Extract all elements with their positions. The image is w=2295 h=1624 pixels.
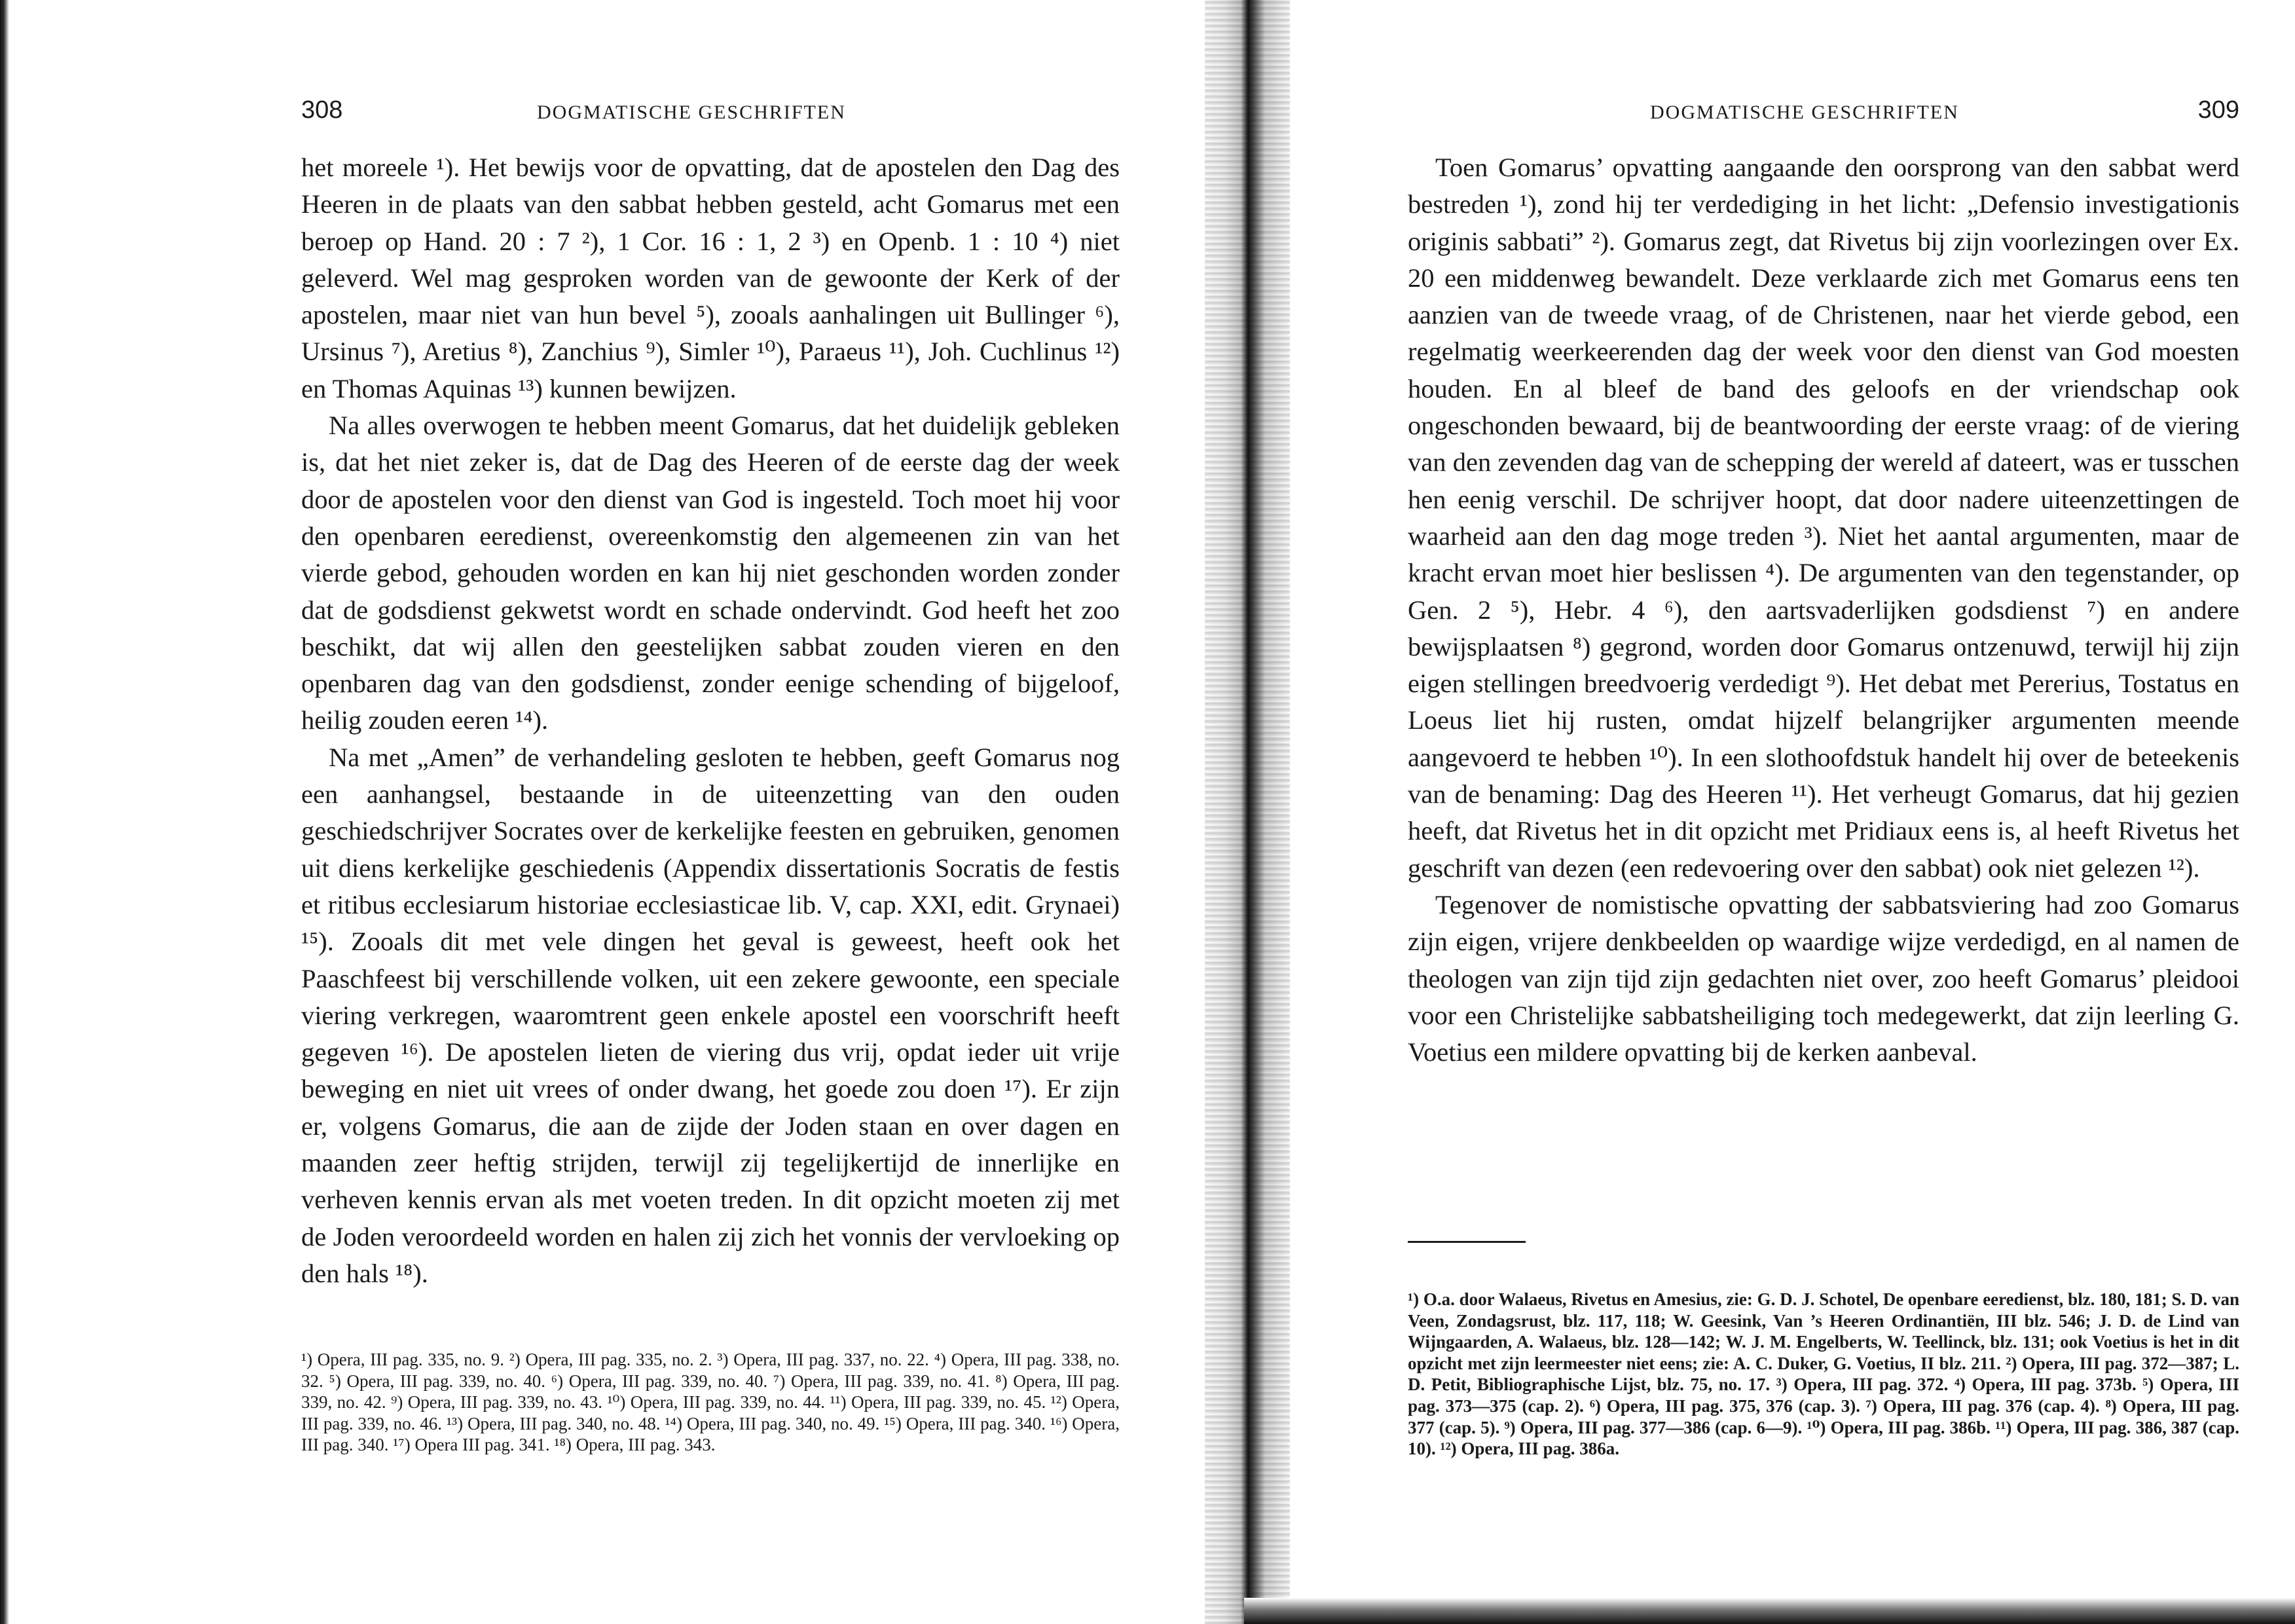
body-text: [301, 149, 1120, 1292]
running-head-title: DOGMATISCHE GESCHRIFTEN: [1650, 101, 1959, 123]
running-head: [288, 90, 1120, 130]
footnotes: [1408, 1280, 2239, 1460]
running-head-title: DOGMATISCHE GESCHRIFTEN: [537, 101, 846, 123]
page-number: 309: [2197, 96, 2239, 124]
footnote-separator-rule: [1408, 1241, 1526, 1243]
paragraph: Na met „Amen” de verhandeling gesloten te hebben, geeft Gomarus nog een aanhangsel, bestaande in de uiteenzetting van den ouden geschiedschrijver Socrates over de kerkelijke feesten en gebruiken, genomen uit diens kerkelijke geschiedenis (Appendix dissertationis Socratis de festis et ritibus ecclesiarum historiae ecclesiasticae lib. V, cap. XXI, edit. Grynaei) ¹⁵). Zooals dit met vele dingen het geval is geweest, heeft ook het Paaschfeest bij verschillende volken, uit een zekere gewoonte, een speciale viering verkregen, waaromtrent geen enkele apostel een voorschrift heeft gegeven ¹⁶). De apostelen lieten de viering dus vrij, opdat ieder uit vrije beweging en niet uit vrees of onder dwang, het goede zou doen ¹⁷). Er zijn er, volgens Gomarus, die aan de zijde der Joden staan en over dagen en maanden zeer heftig strijden, terwijl zij tegelijkertijd de innerlijke en verheven kennis ervan als met voeten treden. In dit opzicht moeten zij met de Joden veroordeeld worden en halen zij zich het vonnis der vervloeking op den hals ¹⁸).: [301, 742, 1120, 1288]
paragraph: Na alles overwogen te hebben meent Gomarus, dat het duidelijk gebleken is, dat het niet zeker is, dat de Dag des Heeren of de eerste dag der week door de apostelen voor den dienst van God is ingesteld. Toch moet hij voor den openbaren eeredienst, overeenkomstig den algemeenen zin van het vierde gebod, gehouden worden en kan hij niet geschonden worden zonder dat de godsdienst gekwetst wordt en schade ondervindt. God heeft het zoo beschikt, dat wij allen den geestelijken sabbat zouden vieren en den openbaren dag van den godsdienst, zonder eenige schending of bijgeloof, heilig zouden eeren ¹⁴).: [301, 411, 1120, 735]
scan-left-edge: [0, 0, 9, 1624]
paragraph: het moreele ¹). Het bewijs voor de opvatting, dat de apostelen den Dag des Heeren in de plaats van den sabbat hebben gesteld, acht Gomarus met een beroep op Hand. 20 : 7 ²), 1 Cor. 16 : 1, 2 ³) en Openb. 1 : 10 ⁴) niet geleverd. Wel mag gesproken worden van de gewoonte der Kerk of der apostelen, maar niet van hun bevel ⁵), zooals aanhalingen uit Bullinger ⁶), Ursinus ⁷), Aretius ⁸), Zanchius ⁹), Simler ¹⁰), Paraeus ¹¹), Joh. Cuchlinus ¹²) en Thomas Aquinas ¹³) kunnen bewijzen.: [301, 153, 1120, 403]
right-page: [1408, 0, 2239, 1624]
body-text: [1408, 149, 2239, 1071]
footnote-text: ¹) Opera, III pag. 335, no. 9. ²) Opera, III pag. 335, no. 2. ³) Opera, III pag. 337, no. 22. ⁴) Opera, III pag. 338, no. 32. ⁵) Opera, III pag. 339, no. 40. ⁶) Opera, III pag. 339, no. 40. ⁷) Opera, III pag. 339, no. 41. ⁸) Opera, III pag. 339, no. 42. ⁹) Opera, III pag. 339, no. 43. ¹⁰) Opera, III pag. 339, no. 44. ¹¹) Opera, III pag. 339, no. 45. ¹²) Opera, III pag. 339, no. 46. ¹³) Opera, III pag. 340, no. 48. ¹⁴) Opera, III pag. 340, no. 49. ¹⁵) Opera, III pag. 340. ¹⁶) Opera, III pag. 340. ¹⁷) Opera III pag. 341. ¹⁸) Opera, III pag. 343.: [301, 1350, 1120, 1455]
running-head: [1408, 90, 2239, 130]
left-page: [288, 0, 1120, 1624]
paragraph: Toen Gomarus’ opvatting aangaande den oorsprong van den sabbat werd bestreden ¹), zond hij ter verdediging in het licht: „Defensio investigationis originis sabbati” ²). Gomarus zegt, dat Rivetus bij zijn voorlezingen over Ex. 20 een middenweg bewandelt. Deze verklaarde zich met Gomarus eens ten aanzien van de tweede vraag, of de Christenen, naar het vierde gebod, een regelmatig weerkeerenden dag der week voor den dienst van God moesten houden. En al bleef de band des geloofs en der vriendschap ook ongeschonden bewaard, bij de beantwoording der eerste vraag: of de viering van den zevenden dag van de schepping der wereld af dateert, was er tusschen hen eenig verschil. De schrijver hoopt, dat door nadere uiteenzettingen de waarheid aan den dag moge treden ³). Niet het aantal argumenten, maar de kracht ervan moet hier beslissen ⁴). De argumenten van den tegenstander, op Gen. 2 ⁵), Hebr. 4 ⁶), den aartsvaderlijken godsdienst ⁷) en andere bewijsplaatsen ⁸) gegrond, worden door Gomarus ontzenuwd, terwijl hij zijn eigen stellingen breedvoerig verdedigt ⁹). Het debat met Pererius, Tostatus en Loeus liet hij rusten, omdat hijzelf belangrijker argumenten meende aangevoerd te hebben ¹⁰). In een slothoofdstuk handelt hij over de beteekenis van de benaming: Dag des Heeren ¹¹). Het verheugt Gomarus, dat hij gezien heeft, dat Rivetus het in dit opzicht met Pridiaux eens is, al heeft Rivetus het geschrift van dezen (een redevoering over den sabbat) ook niet gelezen ¹²).: [1408, 153, 2239, 883]
paragraph: Tegenover de nomistische opvatting der sabbatsviering had zoo Gomarus zijn eigen, vrijere denkbeelden op waardige wijze verdedigd, en al namen de theologen van zijn tijd zijn gedachten niet over, zoo heeft Gomarus’ pleidooi voor een Christelijke sabbatsheiliging toch medegewerkt, dat zijn leerling G. Voetius een mildere opvatting bij de kerken aanbeval.: [1408, 889, 2239, 1067]
book-spine-gutter: [1205, 0, 1290, 1624]
page-number: 308: [301, 96, 343, 124]
footnote-text: ¹) O.a. door Walaeus, Rivetus en Amesius, zie: G. D. J. Schotel, De openbare eeredienst, blz. 180, 181; S. D. van Veen, Zondagsrust, blz. 117, 118; W. Geesink, Van ’s Heeren Ordinantiën, III blz. 546; J. D. de Lind van Wijngaarden, A. Walaeus, blz. 128—142; W. J. M. Engelberts, W. Teellinck, blz. 131; ook Voetius is het in dit opzicht met zijn leermeester niet eens; zie: A. C. Duker, G. Voetius, II blz. 211. ²) Opera, III pag. 372—387; L. D. Petit, Bibliographische Lijst, blz. 75, no. 17. ³) Opera, III pag. 372. ⁴) Opera, III pag. 373b. ⁵) Opera, III pag. 373—375 (cap. 2). ⁶) Opera, III pag. 375, 376 (cap. 3). ⁷) Opera, III pag. 376 (cap. 4). ⁸) Opera, III pag. 377 (cap. 5). ⁹) Opera, III pag. 377—386 (cap. 6—9). ¹⁰) Opera, III pag. 386b. ¹¹) Opera, III pag. 386, 387 (cap. 10). ¹²) Opera, III pag. 386a.: [1408, 1289, 2239, 1459]
footnotes: [301, 1349, 1120, 1456]
